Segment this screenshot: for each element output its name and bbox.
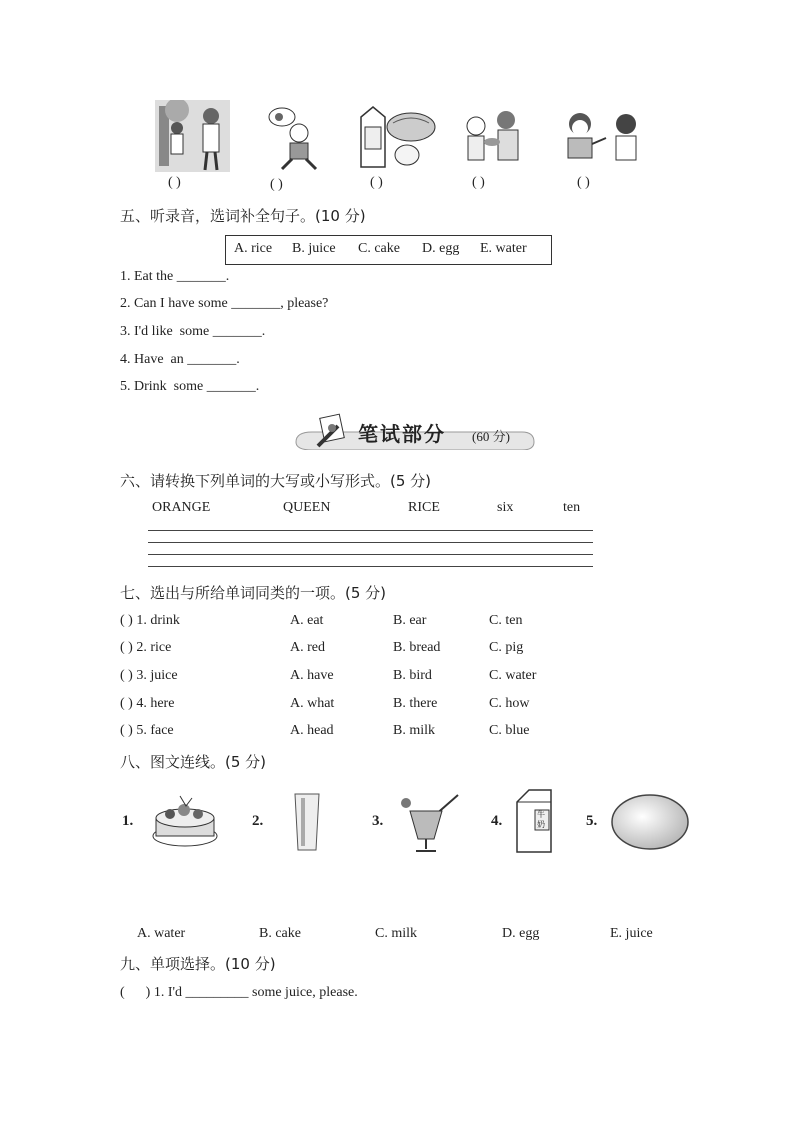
section-7-title: 七、选出与所给单词同类的一项。(5 分) bbox=[120, 584, 387, 602]
section-9-title: 九、单项选择。(10 分) bbox=[120, 955, 276, 973]
sec7-q4[interactable]: ( ) 4. here bbox=[120, 696, 175, 711]
option-d: D. egg bbox=[422, 241, 460, 256]
sec7-q3[interactable]: ( ) 3. juice bbox=[120, 668, 178, 683]
word-options-box bbox=[225, 235, 552, 265]
sec7-q1-b: B. ear bbox=[393, 613, 427, 628]
written-part-banner bbox=[292, 412, 537, 450]
option-c: C. cake bbox=[358, 241, 400, 256]
sec7-q2[interactable]: ( ) 2. rice bbox=[120, 640, 172, 655]
milk-carton-picture[interactable] bbox=[513, 786, 555, 854]
picture-milk-bread-egg bbox=[355, 105, 437, 171]
cake-picture[interactable] bbox=[150, 792, 220, 850]
sec5-item-2: 2. Can I have some _______, please? bbox=[120, 296, 329, 311]
picture-girls-eating bbox=[460, 110, 532, 172]
writing-line-1[interactable] bbox=[148, 530, 593, 531]
answer-paren-3[interactable]: ( ) bbox=[370, 175, 383, 190]
answer-paren-5[interactable]: ( ) bbox=[577, 175, 590, 190]
glass-of-water-picture[interactable] bbox=[293, 792, 321, 852]
match-number-2: 2. bbox=[252, 813, 264, 829]
answer-paren-4[interactable]: ( ) bbox=[472, 175, 485, 190]
milk-carton-label: 牛奶 bbox=[537, 810, 545, 829]
section-6-title: 六、请转换下列单词的大写或小写形式。(5 分) bbox=[120, 472, 432, 490]
sec7-q1-c: C. ten bbox=[489, 613, 523, 628]
writing-line-3[interactable] bbox=[148, 554, 593, 555]
option-b: B. juice bbox=[292, 241, 336, 256]
answer-d[interactable]: D. egg bbox=[502, 926, 540, 941]
answer-paren-1[interactable]: ( ) bbox=[168, 175, 181, 190]
picture-feeding-scene bbox=[155, 100, 230, 172]
sec7-q4-b: B. there bbox=[393, 696, 438, 711]
sec7-q5-b: B. milk bbox=[393, 723, 436, 738]
sec7-q3-a: A. have bbox=[290, 668, 334, 683]
match-number-3: 3. bbox=[372, 813, 384, 829]
writing-line-4[interactable] bbox=[148, 566, 593, 567]
sec5-item-5: 5. Drink some _______. bbox=[120, 379, 260, 394]
word-six: six bbox=[497, 500, 514, 515]
answer-e[interactable]: E. juice bbox=[610, 926, 653, 941]
sec7-q3-b: B. bird bbox=[393, 668, 432, 683]
match-number-1: 1. bbox=[122, 813, 134, 829]
sec7-q4-a: A. what bbox=[290, 696, 335, 711]
writing-line-2[interactable] bbox=[148, 542, 593, 543]
answer-paren-2[interactable]: ( ) bbox=[270, 177, 283, 192]
sec7-q5[interactable]: ( ) 5. face bbox=[120, 723, 174, 738]
sec7-q5-c: C. blue bbox=[489, 723, 530, 738]
sec7-q2-b: B. bread bbox=[393, 640, 441, 655]
banner-score: (60 分) bbox=[472, 429, 510, 444]
sec5-item-1: 1. Eat the _______. bbox=[120, 269, 230, 284]
section-8-title: 八、图文连线。(5 分) bbox=[120, 753, 267, 771]
sec5-item-4: 4. Have an _______. bbox=[120, 352, 240, 367]
sec7-q2-a: A. red bbox=[290, 640, 325, 655]
sec7-q1[interactable]: ( ) 1. drink bbox=[120, 613, 180, 628]
sec7-q5-a: A. head bbox=[290, 723, 334, 738]
section-5-title: 五、听录音，选词补全句子。(10 分) bbox=[120, 207, 366, 225]
sec7-q1-a: A. eat bbox=[290, 613, 324, 628]
pencil-icon bbox=[312, 412, 352, 450]
picture-two-kids-talking bbox=[560, 110, 645, 172]
sec9-q1[interactable]: ( ) 1. I'd _________ some juice, please. bbox=[120, 985, 358, 1000]
sec7-q4-c: C. how bbox=[489, 696, 530, 711]
word-queen: QUEEN bbox=[283, 500, 331, 515]
egg-picture[interactable] bbox=[609, 792, 691, 852]
match-number-4: 4. bbox=[491, 813, 503, 829]
word-rice: RICE bbox=[408, 500, 440, 515]
word-ten: ten bbox=[563, 500, 581, 515]
sec7-q2-c: C. pig bbox=[489, 640, 524, 655]
banner-title: 笔试部分 bbox=[358, 422, 446, 446]
option-a: A. rice bbox=[234, 241, 273, 256]
answer-a[interactable]: A. water bbox=[137, 926, 186, 941]
option-e: E. water bbox=[480, 241, 527, 256]
answer-b[interactable]: B. cake bbox=[259, 926, 301, 941]
answer-c[interactable]: C. milk bbox=[375, 926, 418, 941]
sec5-item-3: 3. I'd like some _______. bbox=[120, 324, 266, 339]
juice-glass-picture[interactable] bbox=[396, 793, 462, 855]
picture-hungry-boy bbox=[262, 105, 322, 173]
word-orange: ORANGE bbox=[152, 500, 211, 515]
sec7-q3-c: C. water bbox=[489, 668, 537, 683]
match-number-5: 5. bbox=[586, 813, 598, 829]
